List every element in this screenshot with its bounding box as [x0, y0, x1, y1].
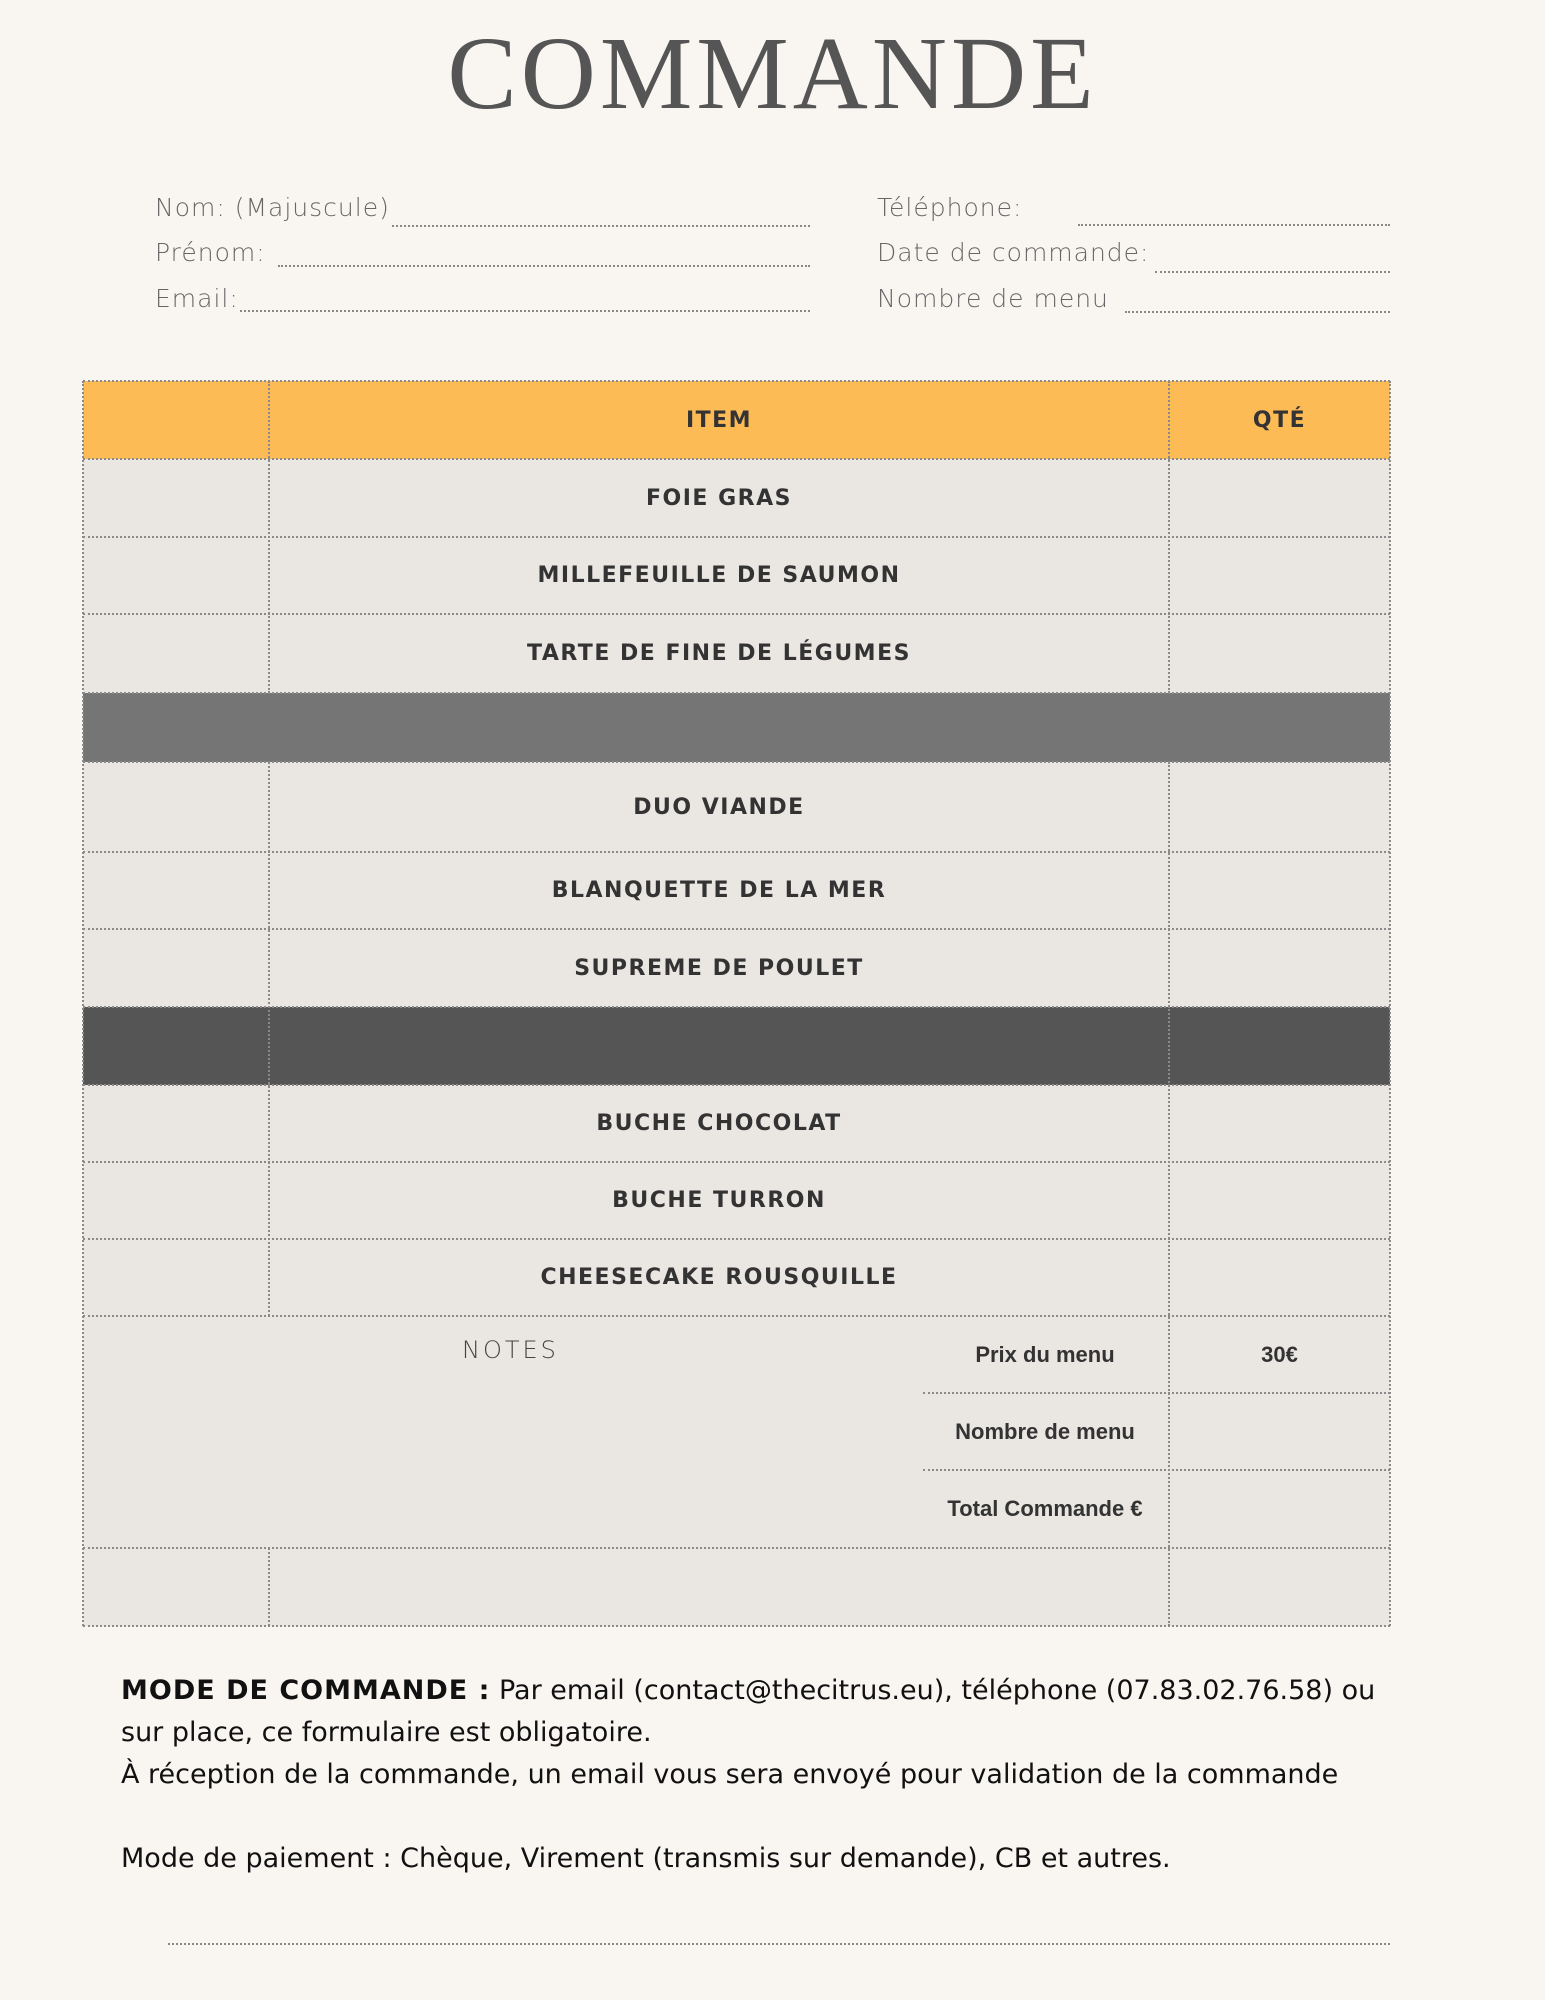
item-row-main-3: SUPREME DE POULET [574, 955, 864, 981]
grid-line [83, 1238, 1390, 1240]
grid-line [83, 1547, 1390, 1549]
header-qty: QTÉ [1252, 407, 1307, 433]
page-title: COMMANDE [447, 16, 1098, 131]
grid-line [83, 692, 1390, 694]
grid-line [83, 536, 1390, 538]
summary-label-nombre: Nombre de menu [955, 1418, 1135, 1444]
qty-input-starter-3[interactable] [1169, 614, 1390, 693]
grid-line [82, 381, 84, 1626]
qty-input-starter-1[interactable] [1169, 459, 1390, 537]
grid-line [83, 1084, 1390, 1086]
grid-line [923, 1469, 1390, 1471]
grid-line [83, 1161, 1390, 1163]
section-separator-mains [83, 693, 1390, 762]
payment-text: Mode de paiement : Chèque, Virement (transmis sur demande), CB et autres. [121, 1843, 1171, 1874]
prenom-field[interactable] [278, 265, 810, 267]
grid-line [83, 1625, 1390, 1627]
grid-line [83, 1006, 1390, 1008]
item-row-main-2: BLANQUETTE DE LA MER [551, 878, 887, 903]
item-row-dessert-2: BUCHE TURRON [612, 1188, 826, 1213]
grid-line [268, 381, 270, 693]
date-field[interactable] [1155, 271, 1390, 273]
grid-line [83, 613, 1390, 615]
grid-line [83, 458, 1390, 460]
grid-line [1168, 762, 1170, 1626]
qty-input-starter-2[interactable] [1169, 537, 1390, 614]
grid-line [268, 1548, 270, 1626]
qty-input-dessert-1[interactable] [1169, 1085, 1390, 1162]
summary-value-prix: 30€ [1261, 1341, 1298, 1367]
field-label-nom: Nom: (Majuscule) [155, 193, 390, 222]
qty-input-dessert-3[interactable] [1169, 1239, 1390, 1316]
qty-input-main-1[interactable] [1169, 762, 1390, 852]
grid-line [83, 380, 1390, 382]
grid-line [83, 1315, 1390, 1317]
nom-field[interactable] [392, 225, 810, 227]
notes-field[interactable] [85, 1370, 915, 1545]
item-row-starter-3: TARTE DE FINE DE LÉGUMES [527, 641, 911, 666]
field-label-telephone: Téléphone: [877, 193, 1023, 222]
summary-label-total: Total Commande € [947, 1496, 1143, 1521]
item-row-dessert-3: CHEESECAKE ROUSQUILLE [540, 1265, 898, 1290]
summary-value-nombre[interactable] [1169, 1393, 1390, 1470]
item-row-starter-1: FOIE GRAS [646, 485, 792, 511]
telephone-field[interactable] [1078, 224, 1390, 226]
nombre-menu-field[interactable] [1125, 311, 1390, 313]
field-label-email: Email: [155, 284, 239, 313]
grid-line [83, 928, 1390, 930]
email-field[interactable] [240, 310, 810, 312]
order-instructions [121, 1670, 1421, 1880]
grid-line [1389, 381, 1391, 1626]
mode-text: Par email (contact@thecitrus.eu), téléphone (07.83.02.76.58) ou sur place, ce formulaire est obligatoire. [121, 1675, 1376, 1748]
grid-line [923, 1392, 1390, 1394]
grid-line [83, 761, 1390, 763]
qty-input-main-3[interactable] [1169, 929, 1390, 1007]
mode-paragraph [121, 1670, 1421, 1754]
header-item: ITEM [685, 407, 753, 433]
qty-input-main-2[interactable] [1169, 852, 1390, 929]
grid-line [83, 851, 1390, 853]
qty-input-dessert-2[interactable] [1169, 1162, 1390, 1239]
grid-line [1168, 381, 1170, 693]
notes-label: NOTES [462, 1336, 559, 1364]
grid-line [268, 762, 270, 1316]
item-row-starter-2: MILLEFEUILLE DE SAUMON [537, 563, 901, 588]
item-row-main-1: DUO VIANDE [633, 794, 805, 820]
qty-input-extra[interactable] [1169, 1548, 1390, 1626]
section-separator-desserts [83, 1007, 1390, 1085]
field-label-prenom: Prénom: [155, 238, 266, 267]
item-row-dessert-1: BUCHE CHOCOLAT [596, 1111, 842, 1136]
summary-label-prix: Prix du menu [975, 1341, 1115, 1367]
signature-line[interactable] [168, 1943, 1390, 1945]
field-label-date: Date de commande: [877, 238, 1150, 267]
reception-text: À réception de la commande, un email vous sera envoyé pour validation de la commande [121, 1759, 1339, 1790]
mode-label: MODE DE COMMANDE : [121, 1675, 491, 1706]
field-label-nombre-menu: Nombre de menu [877, 284, 1109, 313]
summary-value-total[interactable] [1169, 1470, 1390, 1548]
